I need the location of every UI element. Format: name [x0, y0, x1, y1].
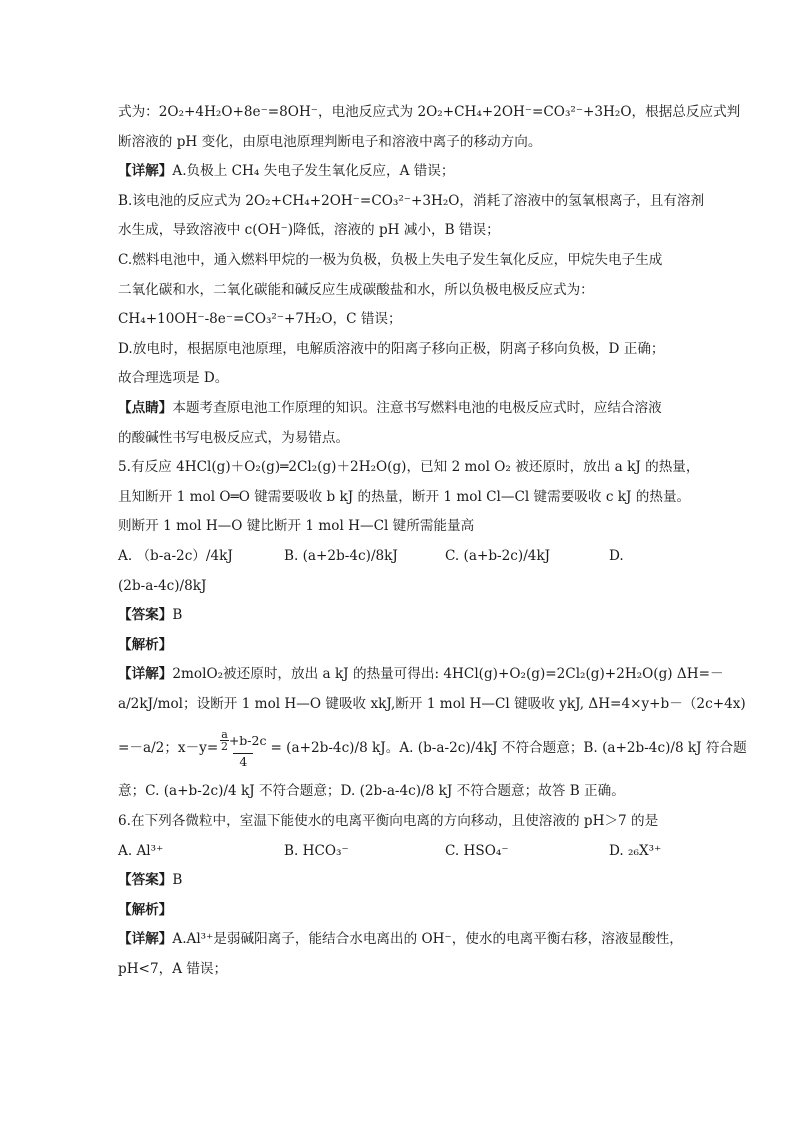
detail: 【详解】2molO₂被还原时，放出 a kJ 的热量可得出: 4HCl(g)+O₂(g)=2Cl₂(g)+2H₂O(g) ΔH=－ [118, 666, 724, 683]
analysis-tag: 【解析】 [118, 901, 173, 918]
detail-c: C.燃料电池中，通入燃料甲烷的一极为负极，负极上失电子发生氧化反应，甲烷失电子生成 [118, 251, 663, 268]
option-b: B. HCO₃⁻ [284, 842, 349, 859]
question-5-stem: 5.有反应 4HCl(g)＋O₂(g)═2Cl₂(g)＋2H₂O(g)，已知 2 mol O₂ 被还原时，放出 a kJ 的热量， [118, 459, 700, 476]
option-d: D. ₂₆X³⁺ [609, 842, 662, 859]
answer: 【答案】B [118, 872, 183, 889]
option-d: D. [609, 547, 624, 564]
detail-a: 【详解】A.负极上 CH₄ 失电子发生氧化反应，A 错误； [118, 163, 455, 180]
detail: pH<7，A 错误； [118, 961, 228, 978]
comment: 的酸碱性书写电极反应式，为易错点。 [118, 429, 350, 446]
comment: 【点睛】本题考查原电池工作原理的知识。注意书写燃料电池的电极反应式时，应结合溶液 [118, 399, 662, 416]
option-a: A. Al³⁺ [118, 842, 164, 859]
document-page [118, 98, 747, 985]
conclusion: 故合理选项是 D。 [118, 370, 229, 387]
detail-b: 水生成，导致溶液中 c(OH⁻)降低，溶液的 pH 减小，B 错误； [118, 222, 500, 239]
fraction: a 2 +b-2c 4 [221, 727, 267, 769]
text-line: 式为：2O₂+4H₂O+8e⁻=8OH⁻，电池反应式为 2O₂+CH₄+2OH⁻=CO₃²⁻+3H₂O，根据总反应式判 [118, 104, 741, 120]
option-c: C. HSO₄⁻ [445, 842, 509, 859]
detail-d: D.放电时，根据原电池原理，电解质溶液中的阳离子移向正极，阴离子移向负极，D 正确； [118, 340, 665, 357]
analysis-tag: 【解析】 [118, 636, 173, 653]
detail-b: B.该电池的反应式为 2O₂+CH₄+2OH⁻=CO₃²⁻+3H₂O，消耗了溶液中的氢氧根离子，且有溶剂 [118, 192, 705, 209]
formula-line: =－a/2；x－y= a 2 +b-2c 4 = (a+2b-4c)/8 kJ。A. (b-a-2c)/4kJ 不符合题意；B. (a+2b-4c)/8 kJ 符合题 [118, 727, 747, 769]
question-5-stem: 则断开 1 mol H—O 键比断开 1 mol H—Cl 键所需能量高 [118, 518, 475, 535]
option-b: B. (a+2b-4c)/8kJ [284, 547, 398, 564]
question-6-stem: 6.在下列各微粒中，室温下能使水的电离平衡向电离的方向移动，且使溶液的 pH＞7 的是 [118, 813, 659, 830]
question-6-options [118, 837, 676, 867]
question-5-stem: 且知断开 1 mol O═O 键需要吸收 b kJ 的热量，断开 1 mol Cl—Cl 键需要吸收 c kJ 的热量。 [118, 488, 691, 505]
detail: 【详解】A.Al³⁺是弱碱阳离子，能结合水电离出的 OH⁻，使水的电离平衡右移，溶液显酸性， [118, 931, 683, 948]
option-a: A. （b-a-2c）/4kJ [118, 547, 233, 564]
detail-c: CH₄+10OH⁻-8e⁻=CO₃²⁻+7H₂O，C 错误； [118, 311, 402, 328]
question-5-options [118, 542, 676, 572]
detail: 意；C. (a+b-2c)/4 kJ 不符合题意；D. (2b-a-4c)/8 kJ 不符合题意；故答 B 正确。 [118, 783, 625, 800]
detail-c: 二氧化碳和水，二氧化碳能和碱反应生成碳酸盐和水，所以负极电极反应式为： [118, 281, 594, 298]
answer: 【答案】B [118, 607, 183, 624]
comment-tag: 【点睛】 [118, 399, 173, 416]
text-line: 断溶液的 pH 变化，由原电池原理判断电子和溶液中离子的移动方向。 [118, 133, 542, 150]
detail-tag: 【详解】 [118, 163, 173, 180]
detail: a/2kJ/mol；设断开 1 mol H—O 键吸收 xkJ,断开 1 mol H—Cl 键吸收 ykJ, ΔH=4×y+b－（2c+4x) [118, 695, 746, 712]
option-d-continued: (2b-a-4c)/8kJ [118, 577, 207, 594]
option-c: C. (a+b-2c)/4kJ [445, 547, 551, 564]
